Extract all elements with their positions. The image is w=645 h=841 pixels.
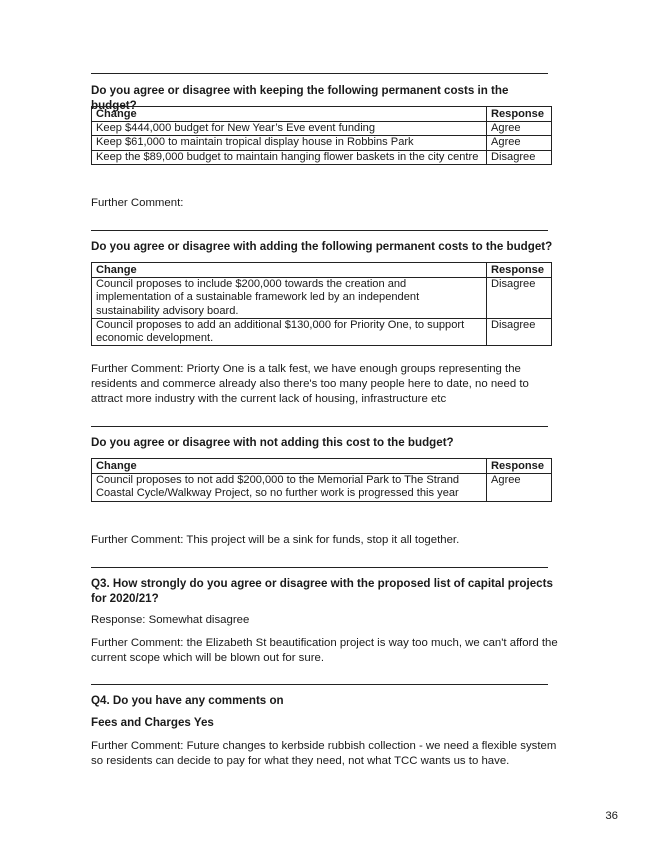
response-header: Response: [487, 107, 552, 122]
section3-comment: Further Comment: This project will be a sink for funds, stop it all together.: [91, 534, 460, 546]
response-cell: Agree: [487, 474, 552, 501]
table-row: [92, 136, 552, 150]
table-row: [92, 318, 552, 345]
response-cell: Disagree: [487, 278, 552, 319]
table-header-row: [92, 263, 552, 278]
response-header: Response: [487, 263, 552, 278]
change-header: Change: [92, 107, 487, 122]
divider-2: [91, 230, 548, 231]
divider-3: [91, 426, 548, 427]
divider-1: [91, 73, 548, 74]
q3-response: Response: Somewhat disagree: [91, 614, 250, 626]
page-number: 36: [605, 810, 618, 822]
q4-comment: Further Comment: Future changes to kerbside rubbish collection - we need a flexible system so residents can decide to pay for what they need, not what TCC wants us to have.: [91, 740, 557, 767]
section3-question: Do you agree or disagree with not adding this cost to the budget?: [91, 436, 454, 449]
divider-4: [91, 567, 548, 568]
q4-question: Q4. Do you have any comments on: [91, 694, 284, 707]
table-row: [92, 150, 552, 164]
change-header: Change: [92, 459, 487, 474]
change-cell: Council proposes to not add $200,000 to the Memorial Park to The Strand Coastal Cycle/Walkway Project, so no further work is progressed this year: [92, 474, 487, 501]
section1-comment: Further Comment:: [91, 197, 184, 209]
table-row: [92, 122, 552, 136]
section2-comment: Further Comment: Priorty One is a talk fest, we have enough groups representing the residents and commerce already also there's too many people here to date, no need to attract more industry with the current lack of housing, infrastructure etc: [91, 363, 529, 405]
section2-question: Do you agree or disagree with adding the following permanent costs to the budget?: [91, 240, 553, 253]
q3-comment: Further Comment: the Elizabeth St beautification project is way too much, we can't afford the current scope which will be blown out for sure.: [91, 637, 558, 664]
section1-question: Do you agree or disagree with keeping the following permanent costs in the budget?: [91, 84, 509, 112]
table-row: [92, 278, 552, 319]
section3-table: [91, 458, 552, 502]
divider-5: [91, 684, 548, 685]
section2-table: [91, 262, 552, 346]
change-cell: Keep the $89,000 budget to maintain hanging flower baskets in the city centre: [92, 150, 487, 164]
change-cell: Council proposes to add an additional $130,000 for Priority One, to support economic development.: [92, 318, 487, 345]
table-header-row: [92, 107, 552, 122]
response-cell: Agree: [487, 136, 552, 150]
response-cell: Disagree: [487, 150, 552, 164]
change-cell: Council proposes to include $200,000 towards the creation and implementation of a sustainable framework led by an independent sustainability advisory board.: [92, 278, 487, 319]
table-header-row: [92, 459, 552, 474]
table-row: [92, 474, 552, 501]
response-cell: Agree: [487, 122, 552, 136]
response-cell: Disagree: [487, 318, 552, 345]
q3-question: Q3. How strongly do you agree or disagree with the proposed list of capital projects for 2020/21?: [91, 577, 553, 605]
section1-table: [91, 106, 552, 165]
response-header: Response: [487, 459, 552, 474]
change-cell: Keep $61,000 to maintain tropical display house in Robbins Park: [92, 136, 487, 150]
change-cell: Keep $444,000 budget for New Year’s Eve event funding: [92, 122, 487, 136]
change-header: Change: [92, 263, 487, 278]
q4-subheading: Fees and Charges Yes: [91, 716, 214, 729]
